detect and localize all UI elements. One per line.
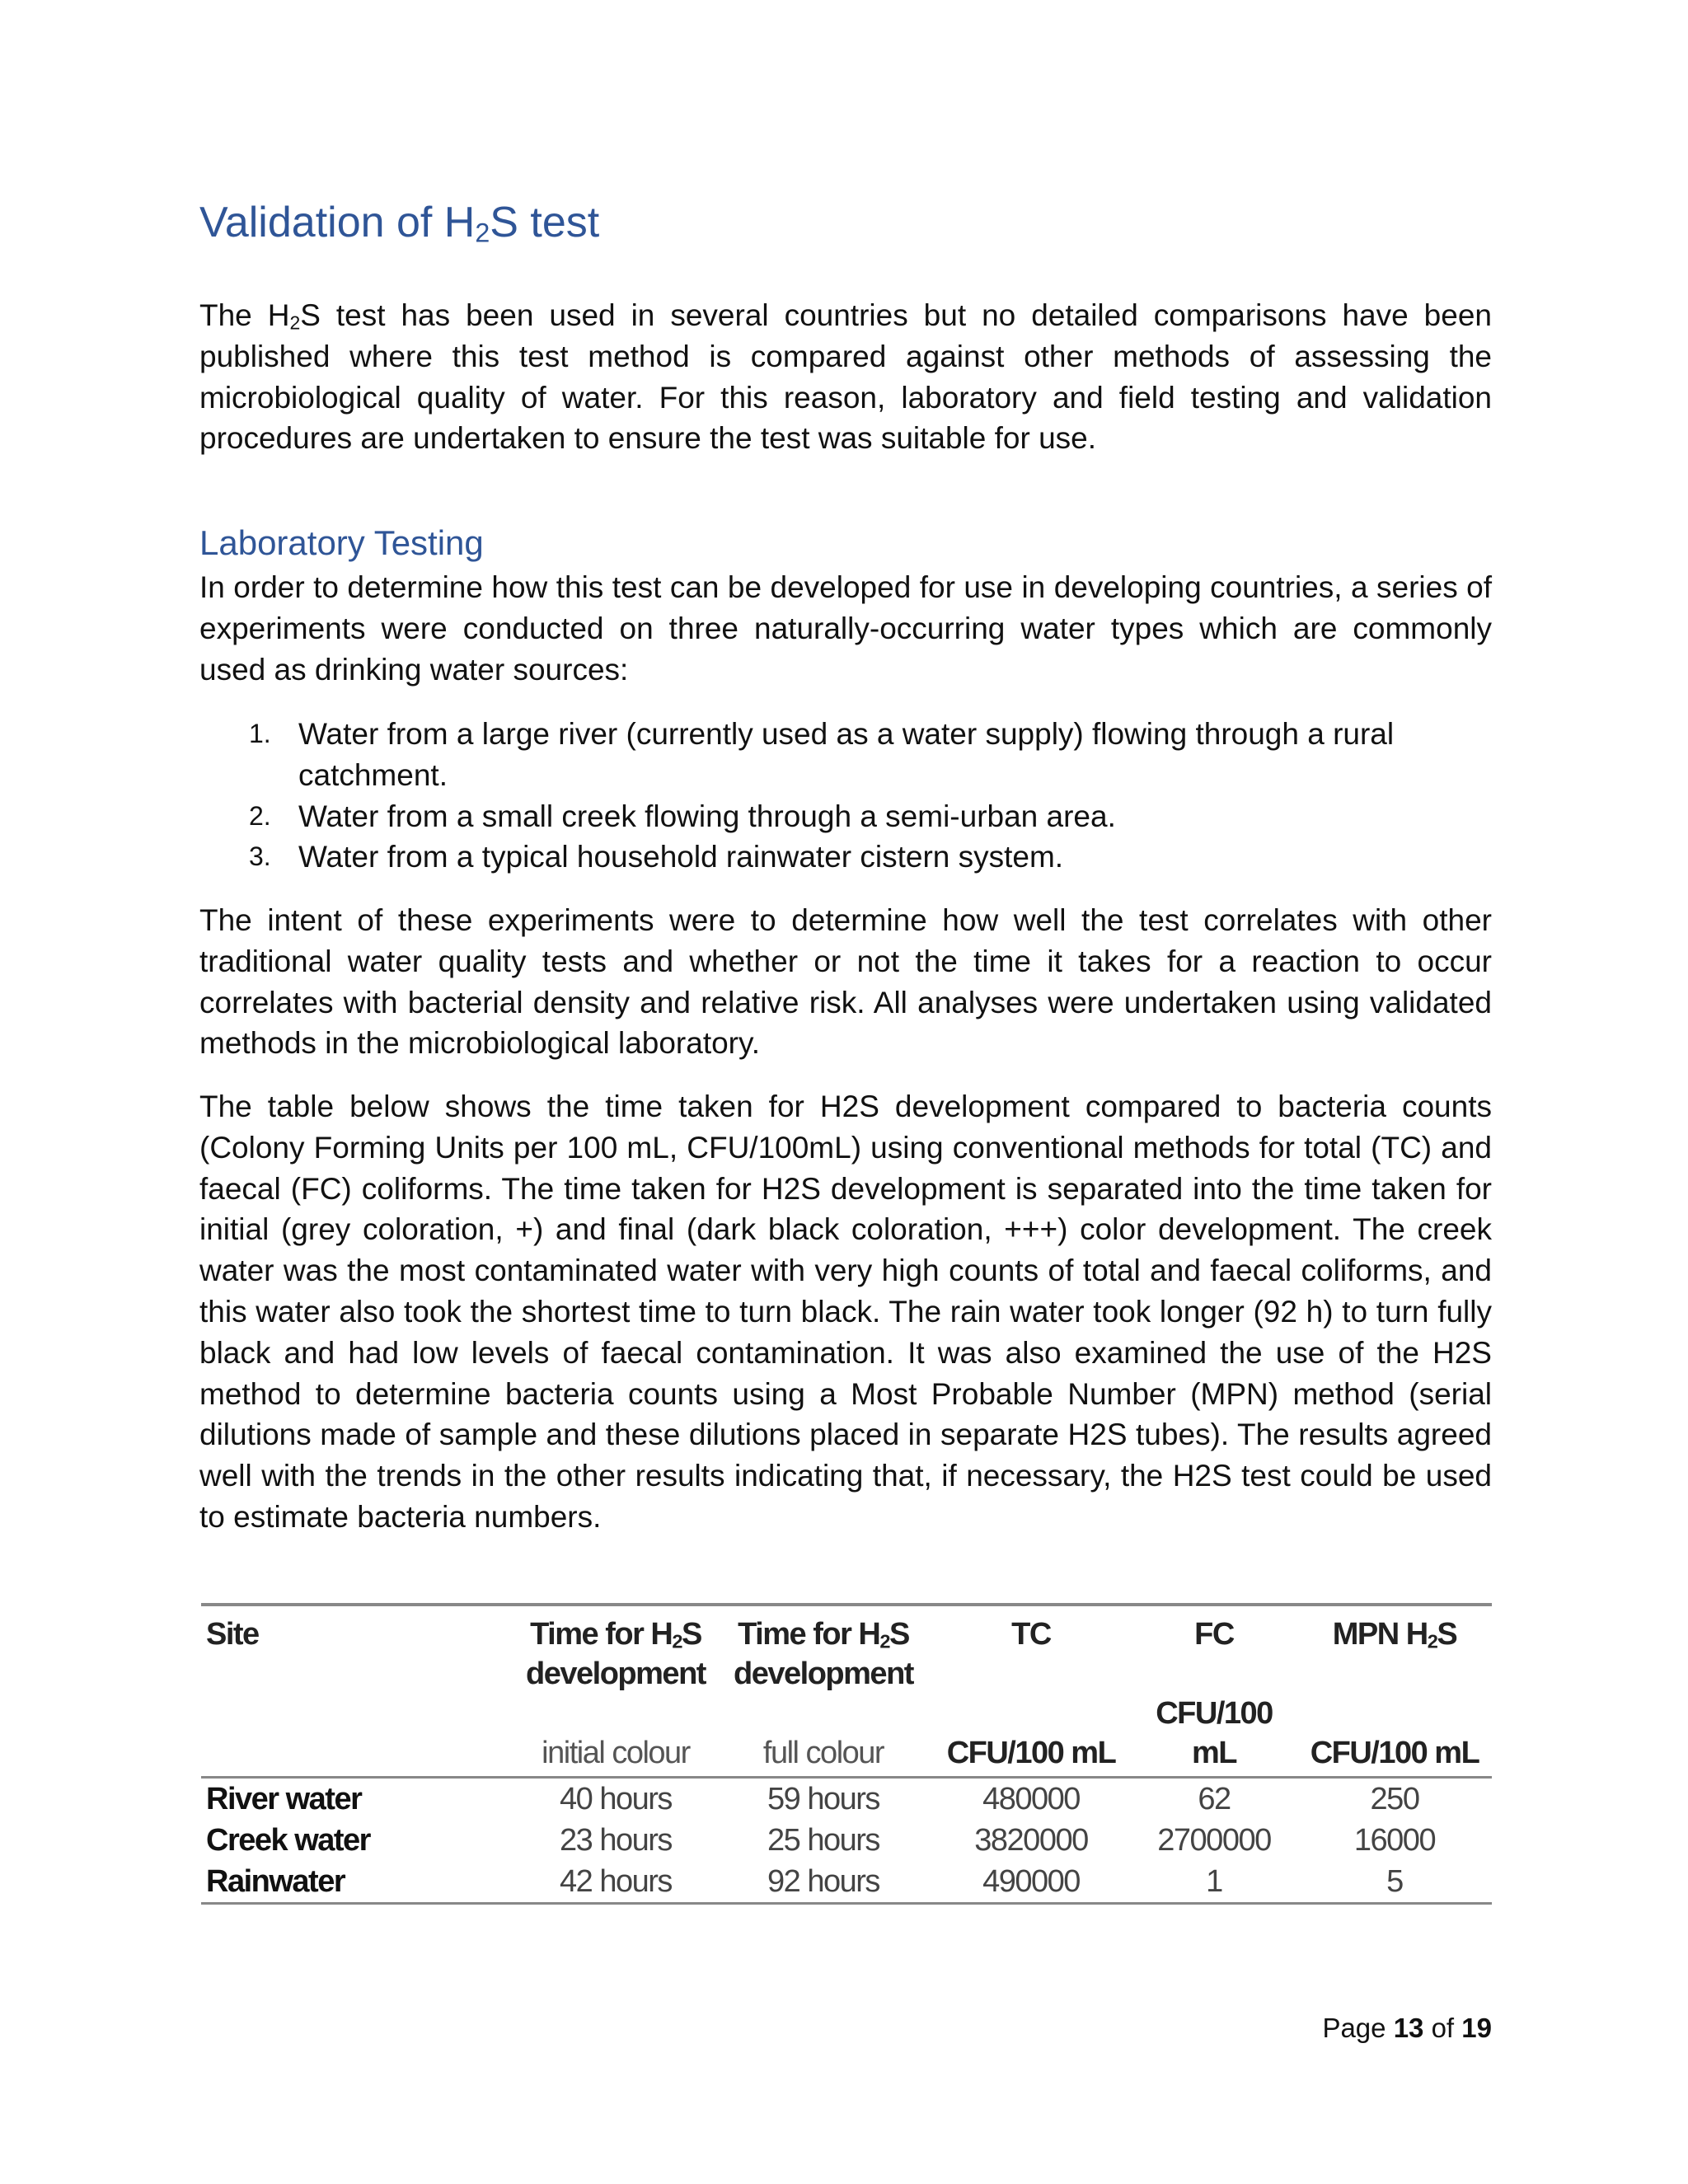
list-number: 1. [249,719,271,748]
lab-testing-heading [199,523,1492,564]
cell-fc: 62 [1198,1782,1231,1816]
cell-fc: 2700000 [1157,1823,1271,1858]
list-text: Water from a small creek flowing through a semi-urban area. [298,799,1116,833]
cell-site: Rainwater [206,1864,345,1899]
intro-paragraph [199,295,1492,459]
list-text: Water from a typical household rainwater cistern system. [298,840,1064,874]
lab-intro-paragraph [199,567,1492,690]
page-number-footer [1322,2013,1492,2044]
header-tc: TC [1011,1617,1051,1652]
cell-mpn: 16000 [1353,1823,1436,1858]
table-description-text: The table below shows the time taken for H2S development compared to bacteria counts (Colony Forming Units per 100 mL, CFU/100mL) using conventional methods for total (TC) and faecal (FC) coliforms. The time taken for H2S development is separated into the time taken for initial (grey coloration, +) and final (dark black coloration, +++) color development. The creek water was the most contaminated water with very high counts of total and faecal coliforms, and this water also took the shortest time to turn black. The rain water took longer (92 h) to turn fully black and had low levels of faecal contamination. It was also examined the use of the H2S method to determine bacteria counts using a Most Probable Number (MPN) method (serial dilutions made of sample and these dilutions placed in separate H2S tubes). The results agreed well with the trends in the other results indicating that, if necessary, the H2S test could be used to estimate bacteria numbers. [199,1090,1492,1534]
intro-subscript: 2 [289,312,301,334]
intro-text: The H [199,298,290,332]
cell-tc: 480000 [982,1782,1080,1816]
table-row [201,1820,1492,1861]
list-number: 2. [249,800,271,831]
table-units-row [201,1694,1492,1778]
title-text-end: S test [490,199,600,246]
title-text: Validation of H [199,199,476,246]
unit-initial: initial colour [542,1736,690,1770]
list-text: Water from a large river (currently used as a water supply) flowing through a rural catchment. [298,717,1395,792]
cell-mpn: 5 [1386,1864,1403,1899]
cell-initial: 23 hours [560,1823,672,1858]
results-table [201,1603,1492,1905]
cell-initial: 40 hours [560,1782,672,1816]
list-item [199,837,1492,878]
total-pages: 19 [1461,2013,1492,2043]
header-mpn: MPN $H_2S$ [1332,1617,1457,1652]
header-site: Site [206,1617,259,1652]
intent-paragraph [199,900,1492,1064]
page-title [199,198,1492,247]
list-item [199,714,1492,796]
cell-site: Creek water [206,1823,370,1858]
header-full: Time for $H_2S$ development [734,1617,913,1691]
current-page: 13 [1393,2013,1424,2043]
intro-text-rest: S test has been used in several countries but no detailed comparisons have been published where this test method is compared against other methods of assessing the microbiological quality of water. For this reason, laboratory and field testing and validation procedures are undertaken to ensure the test was suitable for use. [199,298,1492,456]
cell-fc: 1 [1206,1864,1222,1899]
cell-full: 59 hours [767,1782,879,1816]
water-types-list [199,714,1492,878]
cell-tc: 490000 [982,1864,1080,1899]
cell-tc: 3820000 [974,1823,1088,1858]
table-description-paragraph [199,1086,1492,1538]
unit-mpn: CFU/100 mL [1310,1736,1479,1770]
list-number: 3. [249,841,271,872]
section-heading: Laboratory Testing [199,523,484,562]
lab-intro-text: In order to determine how this test can be developed for use in developing countries, a series of experiments were conducted on three naturally-occurring water types which are commonly used as drinking water sources: [199,570,1492,687]
title-subscript: 2 [475,218,490,248]
page-label: Page [1322,2013,1386,2043]
cell-initial: 42 hours [560,1864,672,1899]
results-table-wrapper [201,1603,1493,1905]
header-initial: Time for $H_2S$ development [526,1617,706,1691]
intent-text: The intent of these experiments were to determine how well the test correlates with other traditional water quality tests and whether or not the time it takes for a reaction to occur correlates with bacterial density and relative risk. All analyses were undertaken using validated methods in the microbiological laboratory. [199,903,1492,1061]
header-fc: FC [1194,1617,1234,1652]
list-item [199,796,1492,837]
table-row [201,1778,1492,1821]
cell-full: 92 hours [767,1864,879,1899]
cell-site: River water [206,1782,362,1816]
table-header-row [201,1605,1492,1694]
cell-mpn: 250 [1370,1782,1419,1816]
table-row [201,1861,1492,1904]
of-label: of [1431,2013,1455,2043]
unit-full: full colour [762,1736,884,1770]
unit-fc: CFU/100 mL [1156,1696,1273,1770]
cell-full: 25 hours [767,1823,879,1858]
unit-tc: CFU/100 mL [946,1736,1116,1770]
